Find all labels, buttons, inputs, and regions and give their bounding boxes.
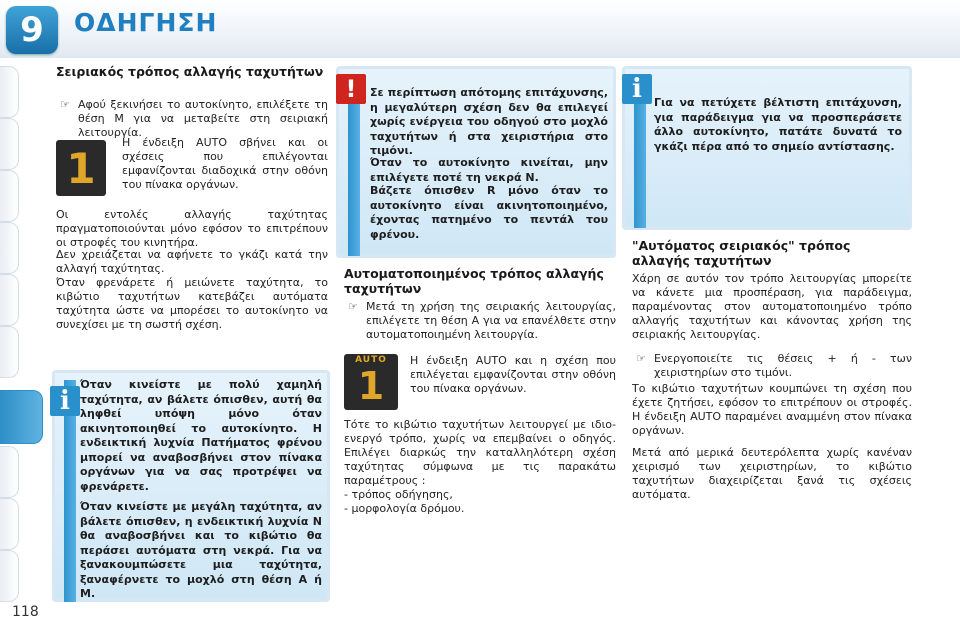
section-title-automated: Αυτοματοποιημένος τρόπος αλλαγής ταχυτήτων bbox=[344, 266, 604, 296]
chapter-tab-10[interactable] bbox=[0, 550, 19, 602]
paragraph-gear-engage: Το κιβώτιο ταχυτήτων κουμπώνει τη σχέση που έχετε ζητήσει, εφόσον το επιτρέπουν οι στροφές. Η ένδειξη AUTO παραμένει αναμμένη στον πίνακα οργάνων. bbox=[632, 382, 912, 437]
list-item: - μορφολογία δρόμου. bbox=[344, 502, 465, 515]
chapter-tab-3[interactable] bbox=[0, 170, 19, 222]
chapter-tab-9[interactable] bbox=[0, 498, 19, 550]
page-number: 118 bbox=[12, 604, 39, 620]
paragraph-braking: Όταν φρενάρετε ή μειώνετε ταχύτητα, το κιβώτιο ταχυτήτων κατεβάζει αυτόματα ταχύτητα ώστε να μπορέσει το αυτοκίνητο να συνεχίσει με τη σωστή σχέση. bbox=[56, 276, 328, 331]
gear-display-auto-icon bbox=[344, 354, 398, 410]
gear-auto-description: Η ένδειξη AUTO και η σχέση που επιλέγεται εμφανίζονται στην οθόνη του πίνακα οργάνων. bbox=[410, 354, 616, 395]
gear-display-number: 1 bbox=[66, 144, 96, 193]
sequential-bullet-text: Αφού ξεκινήσει το αυτοκίνητο, επιλέξετε τη θέση M για να μεταβείτε στη σειριακή λειτουργία. bbox=[78, 98, 328, 139]
paragraph-auto-sequential: Χάρη σε αυτόν τον τρόπο λειτουργίας μπορείτε να κάνετε μια προσπέραση, για παράδειγμα, παραμένοντας στον αυτοματοποιημένο τρόπο αλλαγής ταχυτήτων και κάνοντας χρήση της σειριακής λειτουργίας. bbox=[632, 272, 912, 341]
paragraph-throttle: Δεν χρειάζεται να αφήνετε το γκάζι κατά την αλλαγή ταχύτητας. bbox=[56, 248, 328, 275]
chapter-title: ΟΔΗΓΗΣΗ bbox=[74, 8, 218, 37]
auto-sequential-bullet-text: Ενεργοποιείτε τις θέσεις + ή - των χειριστηρίων στο τιμόνι. bbox=[654, 352, 912, 379]
info-box-left-para2: Όταν κινείστε με μεγάλη ταχύτητα, αν βάλετε όπισθεν, η ενδεικτική λυχνία N θα αναβοσβήνει και το κιβώτιο θα περάσει αυτόματα στη νεκρά. Για να ξανακουμπώσετε μια ταχύτητα, ξαναφέρνετε το μοχλό στη θέση A ή M. bbox=[80, 500, 322, 600]
section-title-sequential: Σειριακός τρόπος αλλαγής ταχυτήτων bbox=[56, 64, 324, 79]
gear-display-number: 1 bbox=[357, 364, 385, 408]
list-item: - τρόπος οδήγησης, bbox=[344, 488, 453, 501]
section-title-auto-sequential: "Αυτόματος σειριακός" τρόπος αλλαγής ταχυτήτων bbox=[632, 238, 851, 268]
paragraph-auto-mode: Τότε το κιβώτιο ταχυτήτων λειτουργεί με ιδιο-ενεργό τρόπο, χωρίς να επεμβαίνει ο οδηγός. Επιλέγει διαρκώς την καταλληλότερη σχέση ταχύτητας σύμφωνα με τις παρακάτω παραμέτρους : bbox=[344, 418, 616, 487]
chapter-tab-1[interactable] bbox=[0, 66, 19, 118]
gear-auto-label: AUTO bbox=[355, 355, 387, 365]
gear-display-description: Η ένδειξη AUTO σβήνει και οι σχέσεις που επιλέγονται εμφανίζονται διαδοχικά στην οθόνη του πίνακα οργάνων. bbox=[122, 136, 328, 191]
gear-display-icon bbox=[56, 140, 106, 196]
bullet-icon: ☞ bbox=[60, 98, 70, 111]
warning-icon: ! bbox=[336, 74, 366, 104]
warning-para1: Σε περίπτωση απότομης επιτάχυνσης, η μεγαλύτερη σχέση δεν θα επιλεγεί χωρίς ενέργεια του οδηγού στο μοχλό ταχυτήτων ή στα χειριστήρια στο τιμόνι. bbox=[370, 86, 608, 157]
info-box-right-text: Για να πετύχετε βέλτιστη επιτάχυνση, για παράδειγμα για να προσπεράσετε άλλο αυτοκίνητο, πατάτε δυνατά το γκάζι πέρα από το σημείο αντίστασης. bbox=[654, 96, 902, 153]
paragraph-return-auto: Μετά από μερικά δευτερόλεπτα χωρίς κανέναν χειρισμό των χειριστηρίων, το κιβώτιο ταχυτήτων διαχειρίζεται ξανά τις σχέσεις αυτόματα. bbox=[632, 446, 912, 501]
chapter-tab-4[interactable] bbox=[0, 222, 19, 274]
warning-para3: Βάζετε όπισθεν R μόνο όταν το αυτοκίνητο είναι ακινητοποιημένο, έχοντας πατημένο το πεντάλ του φρένου. bbox=[370, 184, 608, 241]
chapter-tab-5[interactable] bbox=[0, 274, 19, 326]
bullet-icon: ☞ bbox=[348, 300, 358, 313]
chapter-tab-2[interactable] bbox=[0, 118, 19, 170]
chapter-tab-6[interactable] bbox=[0, 326, 19, 378]
bullet-icon: ☞ bbox=[636, 352, 646, 365]
chapter-tab-active[interactable] bbox=[0, 390, 43, 444]
info-icon: i bbox=[50, 386, 80, 416]
info-icon: i bbox=[622, 74, 652, 104]
chapter-tab-8[interactable] bbox=[0, 446, 19, 498]
chapter-number-badge: 9 bbox=[6, 6, 58, 54]
warning-para2: Όταν το αυτοκίνητο κινείται, μην επιλέγετε ποτέ τη νεκρά N. bbox=[370, 156, 608, 184]
info-box-left-para1: Όταν κινείστε με πολύ χαμηλή ταχύτητα, αν βάλετε όπισθεν, αυτή θα ληφθεί υπόψη μόνο όταν ακινητοποιηθεί το αυτοκίνητο. Η ενδεικτική λυχνία Πατήματος φρένου μπορεί να αναβοσβήνει στον πίνακα οργάνων για να σας προτρέψει να φρενάρετε. bbox=[80, 378, 322, 493]
paragraph-shift-commands: Οι εντολές αλλαγής ταχύτητας πραγματοποιούνται μόνο εφόσον το επιτρέπουν οι στροφές του κινητήρα. bbox=[56, 208, 328, 249]
automated-bullet-text: Μετά τη χρήση της σειριακής λειτουργίας, επιλέγετε τη θέση A για να επανέλθετε στην αυτοματοποιημένη λειτουργία. bbox=[366, 300, 616, 341]
